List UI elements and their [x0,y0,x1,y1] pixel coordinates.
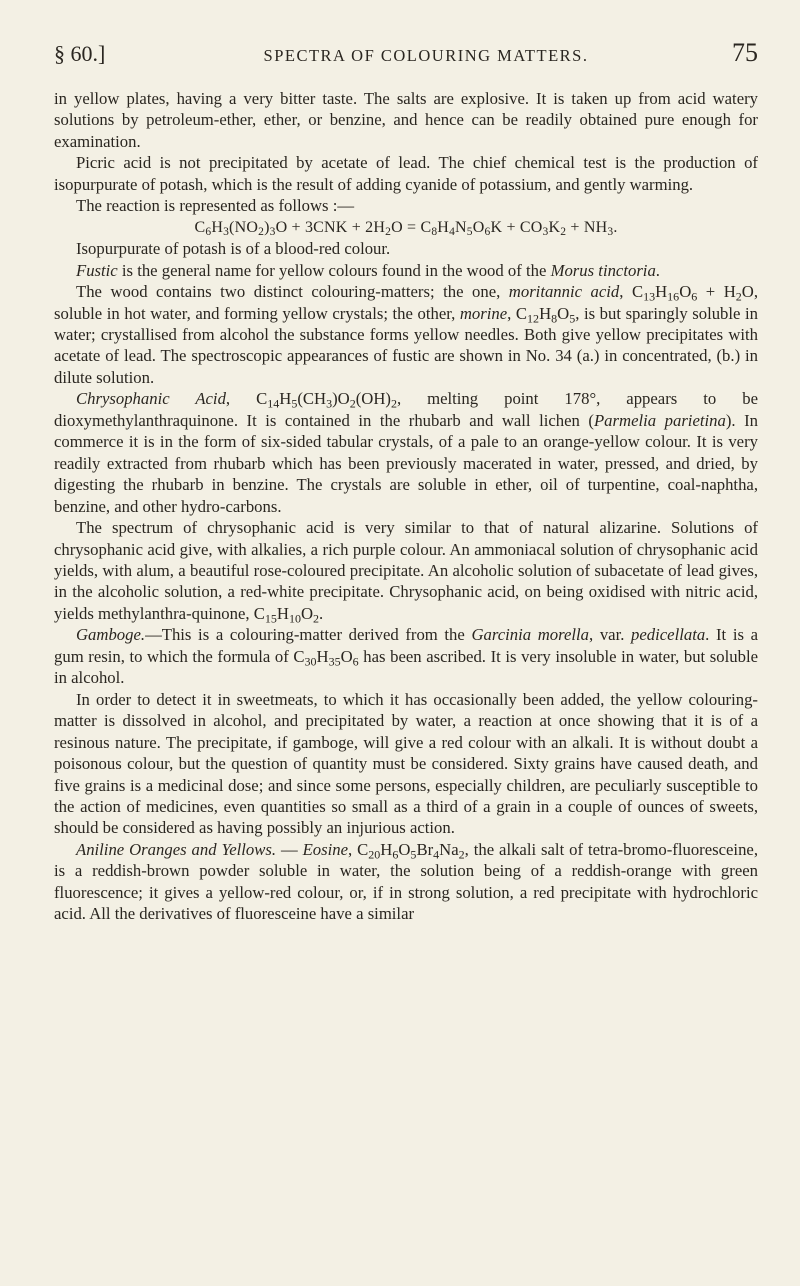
page-number: 75 [732,38,758,67]
morine-term: morine [459,303,508,323]
eosine-term: Eosine [302,839,349,859]
paragraph-fustic-wood: The wood contains two distinct colouring-matters; the one, moritannic acid, $C_{13}H_{16}O_6 + H_2O$, soluble in hot water, and forming yellow crystals; the other, morine, $C_{12}H_8O_5$, is but sparingly soluble in water; crystallised from alcohol the substance forms yellow needles. Both give yellow precipitates with acetate of lead. The spectroscopic appearances of fustic are shown in No. 34 (a.) in concentrated, (b.) in dilute solution. [54,282,759,387]
fustic-term: Fustic [76,260,118,280]
paragraph-gamboge: Gamboge.—This is a colouring-matter derived from the Garcinia morella, var. pedicellata. It is a gum resin, to which the formula of $C_{30}H_{35}O_6$ has been ascribed. It is very insoluble in water, but soluble in alcohol. [54,625,758,688]
paragraph-picric-test: Picric acid is not precipitated by acetate of lead. The chief chemical test is the production of isopurpurate of potash, which is the result of adding cyanide of potassium, and gently warming. [54,153,758,194]
paragraph-chrysophanic: Chrysophanic Acid, $C_{14}H_5(CH_3)O_2(OH)_2$, melting point 178°, appears to be dioxymethylanthraquinone. It is contained in the rhubarb and wall lichen (Parmelia parietina). In commerce it is in the form of six-sided tabular crystals, of a pale to an orange-yellow colour. It is very readily extracted from rhubarb which has been previously macerated in water, pressed, and dried, by digesting the rhubarb in benzine. The crystals are soluble in ether, oil of turpentine, coal-naphtha, benzine, and other hydro-carbons. [54,389,758,516]
section-number: § 60.] [54,41,106,66]
parmelia-species: Parmelia parietina [593,410,726,430]
paragraph-isopurpurate: Isopurpurate of potash is of a blood-red colour. [76,239,391,259]
paragraph-spectrum: The spectrum of chrysophanic acid is very similar to that of natural alizarine. Solutions of chrysophanic acid give, with alkalies, a rich purple colour. An ammoniacal solution of chrysophanic acid yields, with alum, a beautiful rose-coloured precipitate. An alcoholic solution of subacetate of lead gives, in the alcoholic solution, a red-white precipitate. Chrysophanic acid, on being oxidised with nitric acid, yields methylanthra-quinone, $C_{15}H_{10}O_2$. [54,518,758,626]
aniline-term: Aniline Oranges and Yellows. [76,839,277,859]
paragraph-sweetmeats: In order to detect it in sweetmeats, to which it has occasionally been added, the yellow colouring-matter is dissolved in alcohol, and precipitated by water, a reaction at once showing that it is of a resinous nature. The precipitate, if gamboge, will give a red colour with an alkali. It is without doubt a poisonous colour, but the question of quantity must be considered. Sixty grains have caused death, and five grains is a medicinal dose; and since some persons, especially children, are peculiarly susceptible to the action of medicines, even quantities so small as a third of a grain in a couple of ounces of sweets, should be considered as having possibly an injurious action. [54,689,758,838]
morus-species: Morus tinctoria [550,260,656,280]
body-text [54,88,758,925]
pedicellata-variety: pedicellata [631,625,706,645]
gamboge-term: Gamboge. [76,625,146,645]
page-header [54,40,758,66]
paragraph-picric-solubility: in yellow plates, having a very bitter taste. The salts are explosive. It is taken up from acid watery solutions by petroleum-ether, ether, or benzine, and hence can be readily obtained pure enough for examination. [54,89,758,151]
paragraph-fustic: Fustic is the general name for yellow colours found in the wood of the Morus tinctoria. [76,260,660,280]
paragraph-aniline: Aniline Oranges and Yellows. — Eosine, $C_{20}H_6O_5Br_4Na_2$, the alkali salt of tetra-bromo-fluoresceine, is a reddish-brown powder soluble in water, the solution being of a reddish-orange with green fluorescence; it gives a yellow-red colour, or, if in strong solution, a red precipitate with hydrochloric acid. All the derivatives of fluoresceine have a similar [54,839,758,924]
running-title: SPECTRA OF COLOURING MATTERS. [263,46,589,65]
garcinia-species: Garcinia morella [471,625,590,645]
moritannic-term: moritannic acid [508,282,620,302]
reaction-formula: $C_6H_3(NO_2)_3O + 3CNK + 2H_2O = C_8H_4N_5O_6K + CO_3K_2 + NH_3$. [194,218,618,238]
paragraph-reaction-intro: The reaction is represented as follows :— [76,196,355,216]
chrysophanic-term: Chrysophanic Acid [76,389,226,409]
